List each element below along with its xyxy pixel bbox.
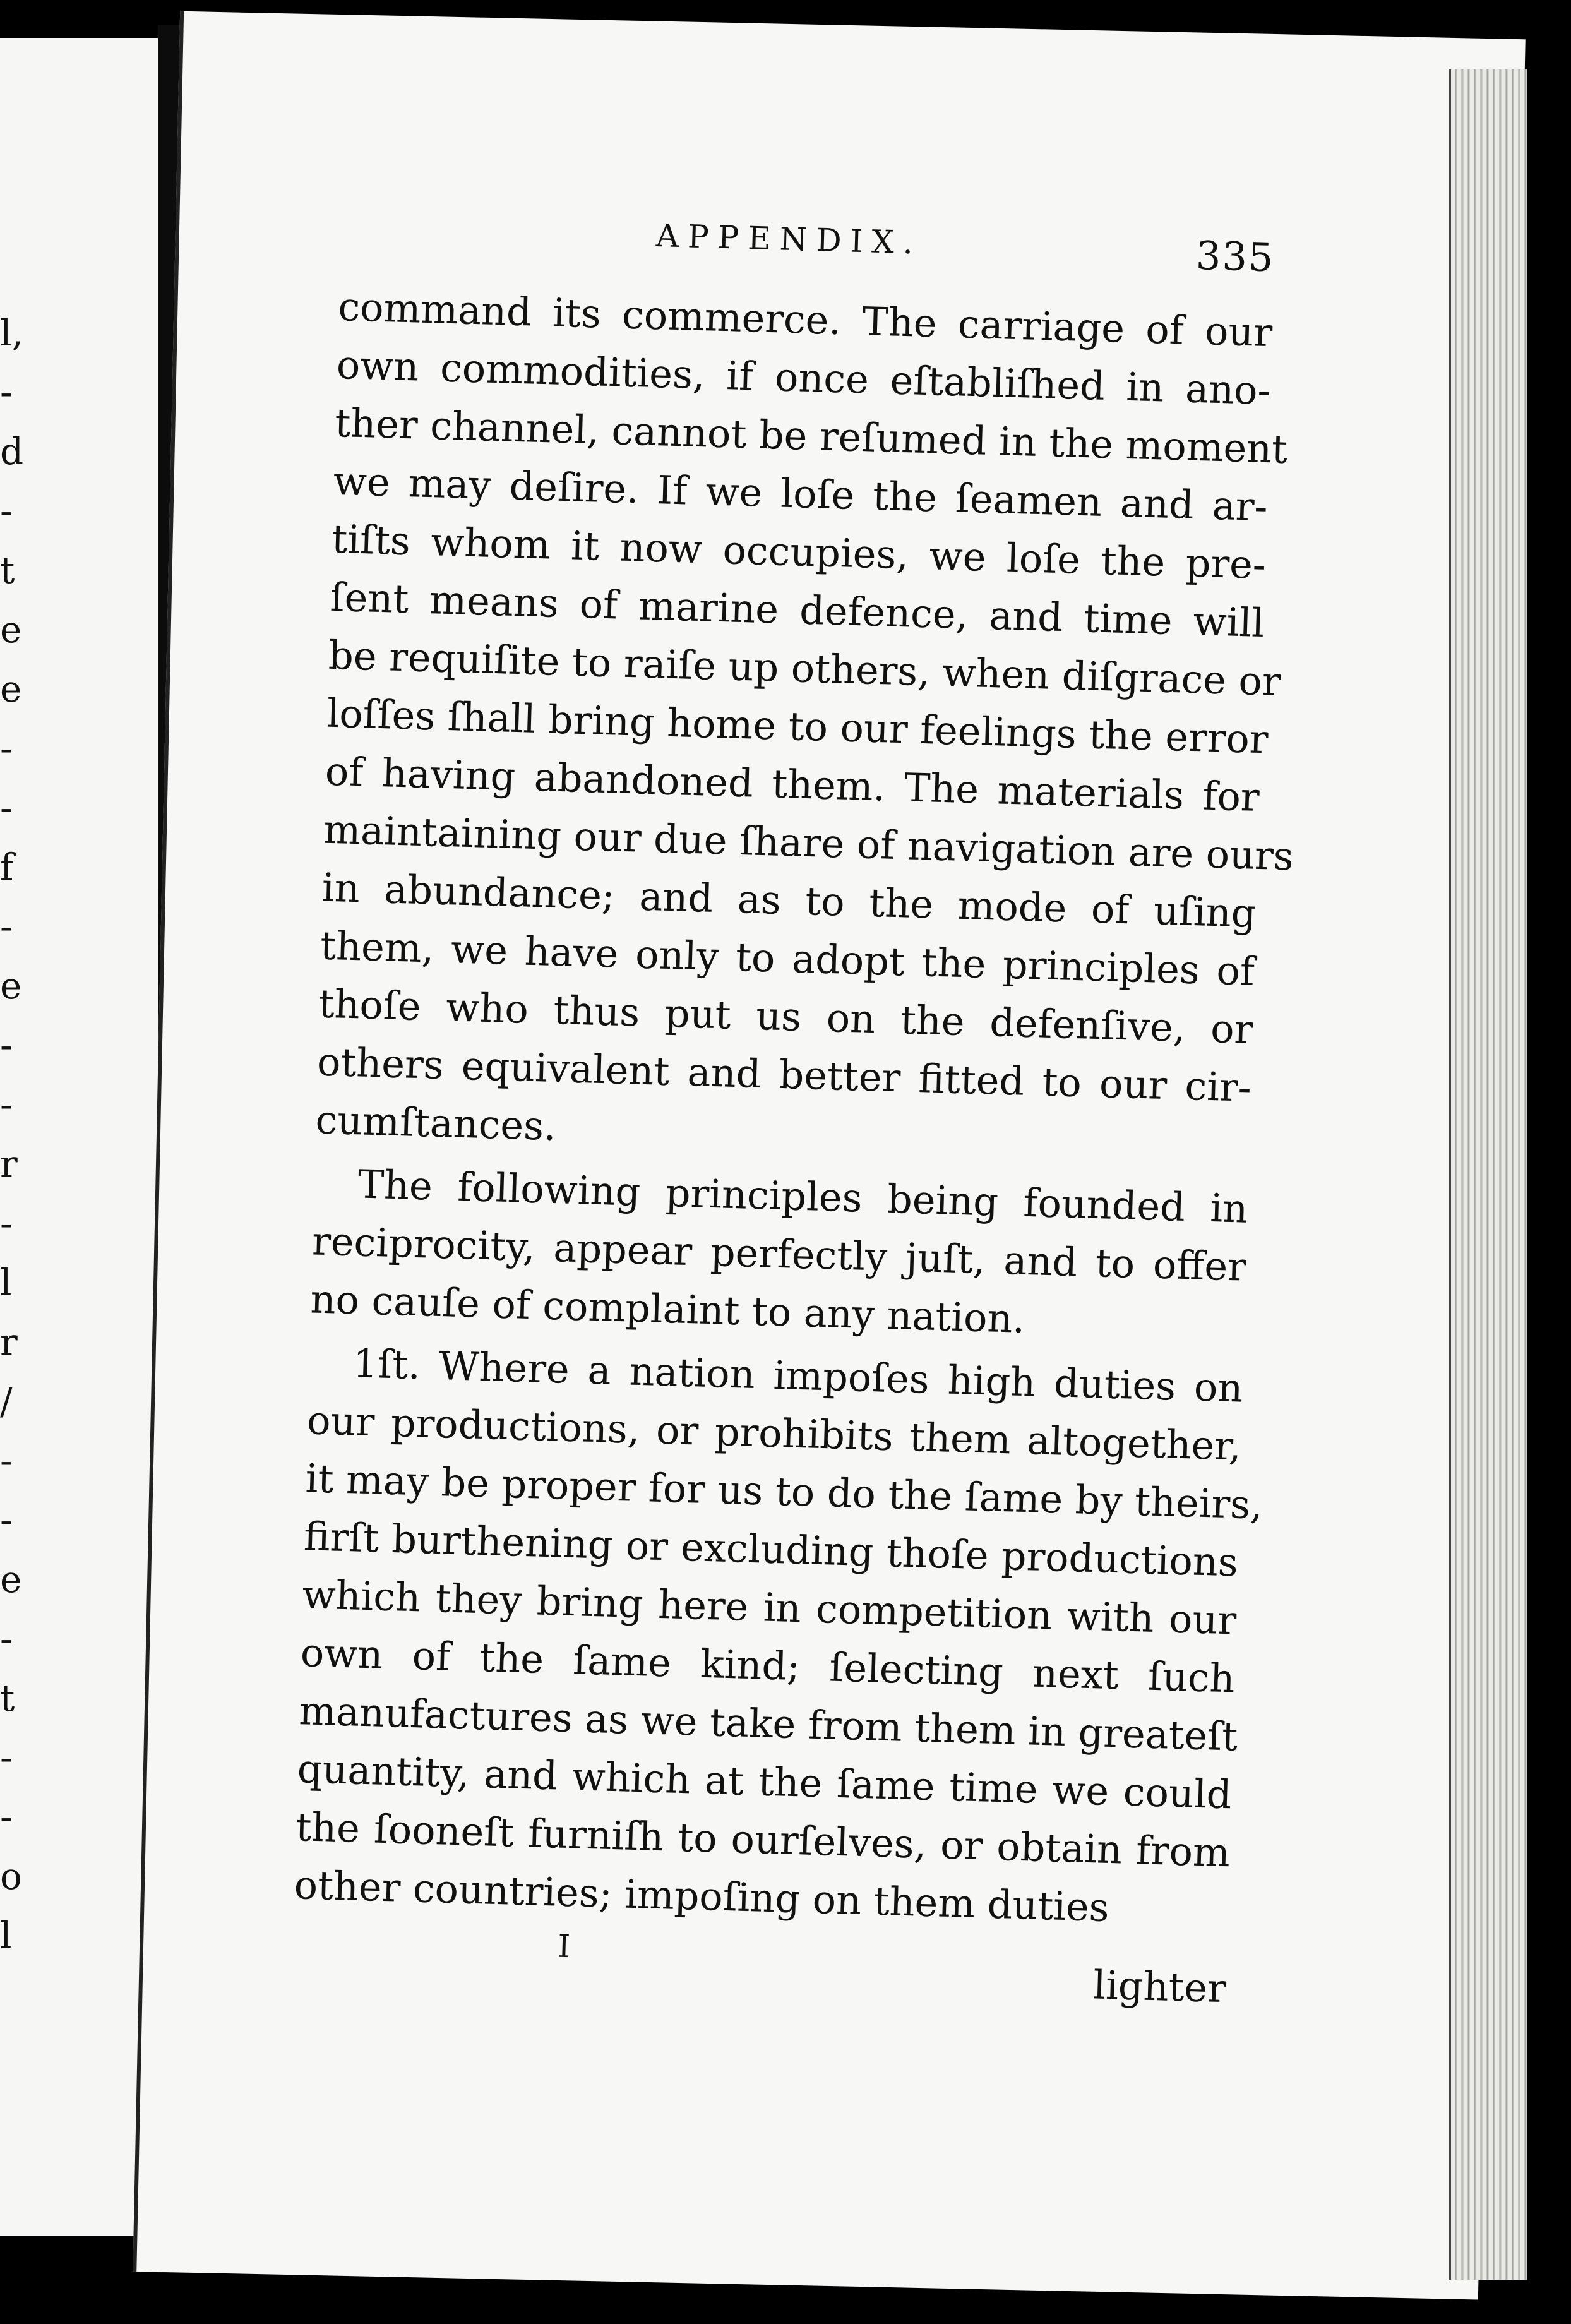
facing-page-char: - bbox=[0, 1499, 13, 1542]
paragraph bbox=[293, 1333, 1263, 1940]
text-line: ſent means of marine defence, and time will bbox=[329, 573, 1265, 647]
facing-page-char: t bbox=[0, 1677, 15, 1720]
text-line: we may deſire. If we loſe the ſeamen and ar- bbox=[332, 457, 1269, 530]
text-line: ther channel, cannot be reſumed in the moment bbox=[334, 399, 1289, 472]
text-line: thoſe who thus put us on the defenſive, or bbox=[318, 980, 1254, 1053]
text-line: in abundance; and as to the mode of uſing bbox=[321, 864, 1257, 937]
text-line: manufactures as we take from them in greateſt bbox=[298, 1687, 1239, 1760]
catchword: lighter bbox=[1092, 1962, 1227, 2012]
facing-page-char: - bbox=[0, 1617, 13, 1660]
text-line: them, we have only to adopt the principles of bbox=[320, 922, 1255, 995]
facing-page-char: - bbox=[0, 1736, 13, 1779]
facing-page-char: - bbox=[0, 786, 13, 829]
text-line: tiſts whom it now occupies, we loſe the pre- bbox=[331, 515, 1267, 589]
text-line: of having abandoned them. The materials for bbox=[325, 748, 1260, 820]
facing-page-edge bbox=[0, 38, 160, 2236]
text-line: quantity, and which at the ſame time we could bbox=[296, 1746, 1233, 1818]
running-head-title: APPENDIX. bbox=[655, 217, 923, 261]
facing-page-char: r bbox=[0, 1321, 18, 1363]
facing-page-char: - bbox=[0, 1439, 13, 1482]
text-line: reciprocity, appear perfectly juſt, and to offer bbox=[311, 1218, 1247, 1290]
facing-page-char: - bbox=[0, 1083, 13, 1126]
facing-page-char: - bbox=[0, 1795, 13, 1838]
facing-page-char: l bbox=[0, 1261, 12, 1304]
text-line: no cauſe of complaint to any nation. bbox=[309, 1276, 1026, 1342]
text-line: own of the ſame kind; ſelecting next ſuch bbox=[300, 1629, 1236, 1702]
text-line: other countries; impoſing on them duties bbox=[293, 1861, 1110, 1931]
facing-page-char: - bbox=[0, 1202, 13, 1245]
facing-page-char: - bbox=[0, 727, 13, 770]
facing-page-char: - bbox=[0, 1024, 13, 1067]
text-line: maintaining our due ſhare of navigation are ours bbox=[323, 806, 1294, 880]
text-line: firſt burthening or excluding thoſe productions bbox=[303, 1513, 1239, 1586]
facing-page-char: e bbox=[0, 964, 22, 1007]
facing-page-char: r bbox=[0, 1142, 18, 1185]
text-line: be requiſite to raiſe up others, when diſgrace or bbox=[328, 632, 1282, 705]
text-line: the ſooneſt furniſh to ourſelves, or obtain from bbox=[295, 1804, 1231, 1876]
paragraph bbox=[309, 1154, 1248, 1354]
page-fore-edge bbox=[1449, 69, 1527, 2280]
facing-page-char: e bbox=[0, 668, 22, 710]
facing-page-char: - bbox=[0, 905, 13, 948]
facing-page-line-endings bbox=[0, 303, 25, 1965]
text-line: cumſtances. bbox=[314, 1096, 557, 1150]
facing-page-char: t bbox=[0, 549, 15, 592]
signature-mark: I bbox=[557, 1927, 571, 1965]
facing-page-char: f bbox=[0, 846, 14, 889]
facing-page-char: / bbox=[0, 1380, 13, 1423]
facing-page-char: - bbox=[0, 489, 13, 532]
page-text-block bbox=[291, 208, 1294, 2016]
text-line: our productions, or prohibits them altogether, bbox=[306, 1397, 1242, 1470]
body-text bbox=[293, 278, 1294, 1940]
text-line: loſſes ſhall bring home to our feelings the error bbox=[326, 690, 1269, 763]
text-line: which they bring here in competition with our bbox=[301, 1571, 1238, 1644]
facing-page-char: l bbox=[0, 1914, 12, 1957]
facing-page-char: l, bbox=[0, 311, 23, 354]
text-line: own commodities, if once eſtabliſhed in ano- bbox=[336, 341, 1272, 414]
paragraph bbox=[314, 278, 1294, 1175]
text-line: command its commerce. The carriage of our bbox=[337, 283, 1274, 356]
text-line: it may be proper for us to do the ſame by theirs, bbox=[304, 1455, 1263, 1528]
text-line: others equivalent and better fitted to our cir- bbox=[316, 1038, 1252, 1111]
page-number: 335 bbox=[1195, 232, 1275, 281]
text-line: 1ſt. Where a nation impoſes high duties on bbox=[352, 1340, 1244, 1411]
facing-page-char: d bbox=[0, 430, 24, 473]
facing-page-char: - bbox=[0, 371, 13, 414]
facing-page-char: o bbox=[0, 1855, 22, 1898]
facing-page-char: e bbox=[0, 1558, 22, 1601]
facing-page-char: e bbox=[0, 608, 22, 651]
text-line: The following principles being founded in bbox=[357, 1161, 1249, 1232]
